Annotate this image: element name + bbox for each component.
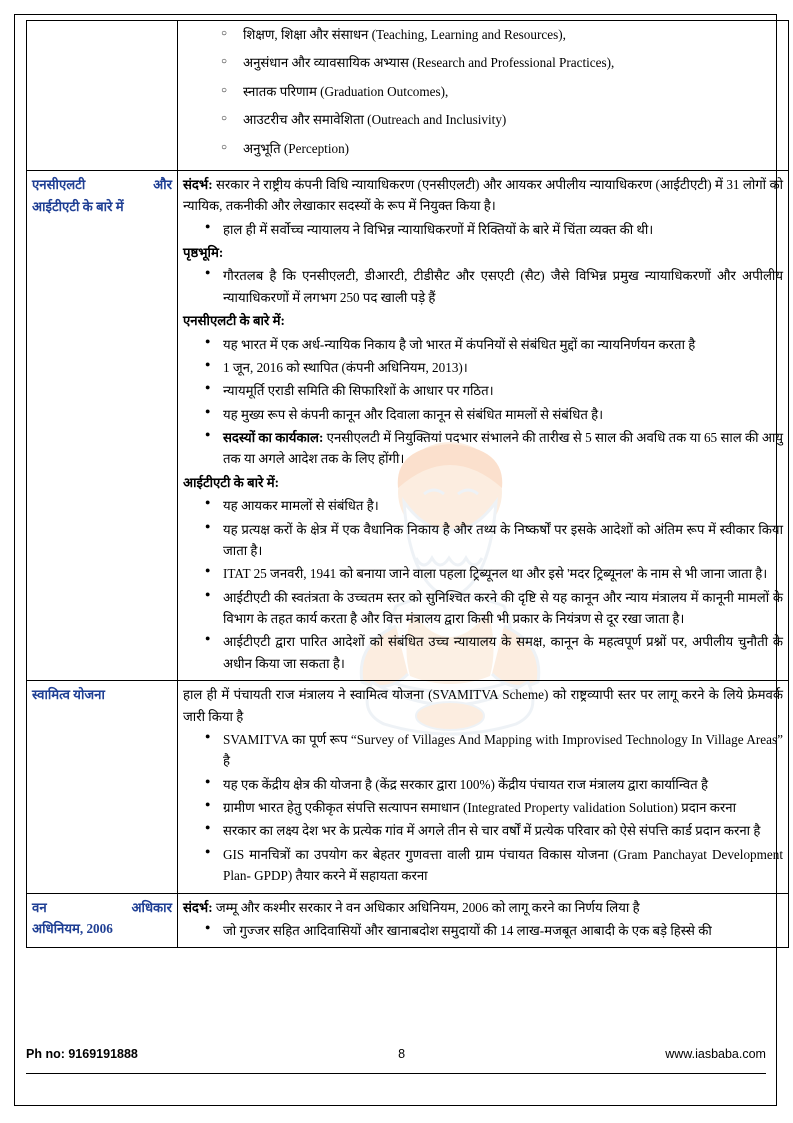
lead-paragraph: हाल ही में पंचायती राज मंत्रालय ने स्वामित्व योजना (SVAMITVA Scheme) को राष्ट्रव्यापी स्तर पर लागू करने के लिये फ्रेमवर्क जारी किया है (183, 687, 783, 724)
nclt-bullet-list (183, 334, 783, 470)
list-item: ● गौरतलब है कि एनसीएलटी, डीआरटी, टीडीसैट और एसएटी (सैट) जैसे विभिन्न प्रमुख न्यायाधिकरणों और अपीलीय न्यायाधिकरणों में लगभग 250 पद खाली पड़े हैं (183, 265, 783, 308)
nclt-heading: एनसीएलटी के बारे में: (183, 313, 285, 329)
list-item: ● आईटीएटी की स्वतंत्रता के उच्चतम स्तर को सुनिश्चित करने की दृष्टि से यह कानून और न्याय मंत्रालय में कानूनी मामलों के विभाग के तहत कार्य करता है और वित्त मंत्रालय द्वारा किसी भी प्रकार के नियंत्रण से दूर रखा जाता है। (183, 587, 783, 630)
row-label-line1: वन अधिकार (32, 899, 172, 915)
tenure-label: सदस्यों का कार्यकाल: (223, 430, 324, 445)
row-label-text: स्वामित्व योजना (32, 687, 105, 703)
page-footer (26, 1047, 766, 1061)
tenure-text: एनसीएलटी में नियुक्तियां पदभार संभालने की तारीख से 5 साल की अवधि तक या 65 साल की आयु तक या अगले आदेश तक के लिए होंगी। (223, 430, 783, 467)
list-item: ● ग्रामीण भारत हेतु एकीकृत संपत्ति सत्यापन समाधान (Integrated Property validation Solution) प्रदान करना (183, 797, 783, 818)
row-body-cell-nclt-itat (178, 170, 789, 680)
list-item: ● यह मुख्य रूप से कंपनी कानून और दिवाला कानून से संबंधित मामलों से संबंधित है। (183, 404, 783, 425)
context-label: संदर्भ: (183, 899, 213, 915)
svamitva-bullet-list (183, 729, 783, 887)
footer-divider (26, 1073, 766, 1074)
row-label-line1: एनसीएलटी और (32, 176, 172, 192)
context-paragraph (183, 174, 783, 217)
list-item: ● यह भारत में एक अर्ध-न्यायिक निकाय है जो भारत में कंपनियों से संबंधित मुद्दों का न्यायनिर्णयन करता है (183, 334, 783, 355)
list-item: ○ शिक्षण, शिक्षा और संसाधन (Teaching, Learning and Resources), (183, 24, 783, 45)
background-bullet-list (183, 265, 783, 308)
list-item: ● GIS मानचित्रों का उपयोग कर बेहतर गुणवत्ता वाली ग्राम पंचायत विकास योजना (Gram Panchayat Development Plan- GPDP) तैयार करने में सहायता करना (183, 844, 783, 887)
context-bullet-list (183, 219, 783, 240)
row-label-cell-nclt-itat (27, 170, 178, 680)
context-label: संदर्भ: (183, 176, 213, 192)
footer-website: www.iasbaba.com (665, 1047, 766, 1061)
row-body-cell-svamitva (178, 681, 789, 893)
itat-heading: आईटीएटी के बारे में: (183, 474, 280, 490)
list-item: ● SVAMITVA का पूर्ण रूप “Survey of Villages And Mapping with Improvised Technology In Village Areas” है (183, 729, 783, 772)
list-item: ● सरकार का लक्ष्य देश भर के प्रत्येक गांव में अगले तीन से चार वर्षों में प्रत्येक परिवार को ऐसे संपत्ति कार्ड प्रदान करना है (183, 820, 783, 841)
list-item: ● यह प्रत्यक्ष करों के क्षेत्र में एक वैधानिक निकाय है और तथ्य के निष्कर्षों पर इसके आदेशों को अंतिम रूप में स्वीकार किया जाता है। (183, 519, 783, 562)
list-item: ● 1 जून, 2016 को स्थापित (कंपनी अधिनियम, 2013)। (183, 357, 783, 378)
footer-phone: Ph no: 9169191888 (26, 1047, 138, 1061)
table-row (27, 681, 789, 893)
itat-bullet-list (183, 495, 783, 674)
list-item: ○ स्नातक परिणाम (Graduation Outcomes), (183, 81, 783, 102)
fra-bullet-list (183, 920, 783, 941)
row-body-cell-fra (178, 893, 789, 948)
list-item: ● हाल ही में सर्वोच्च न्यायालय ने विभिन्न न्यायाधिकरणों में रिक्तियों के बारे में चिंता व्यक्त की थी। (183, 219, 783, 240)
row-label-line2: अधिनियम, 2006 (32, 921, 113, 937)
list-item: ● ITAT 25 जनवरी, 1941 को बनाया जाने वाला पहला ट्रिब्यूनल था और इसे 'मदर ट्रिब्यूनल' के नाम से भी जाना जाता है। (183, 563, 783, 584)
background-heading: पृष्ठभूमि: (183, 245, 224, 260)
table-row (27, 21, 789, 171)
table-row (27, 170, 789, 680)
current-affairs-table (26, 20, 789, 948)
row-label-cell-empty (27, 21, 178, 171)
footer-page-number: 8 (398, 1047, 406, 1061)
row-label-line2: आईटीएटी के बारे में (32, 198, 124, 214)
context-text: सरकार ने राष्ट्रीय कंपनी विधि न्यायाधिकरण (एनसीएलटी) और आयकर अपीलीय न्यायाधिकरण (आईटीएटी) में 31 लोगों को न्यायिक, तकनीकी और लेखाकार सदस्यों के रूप में नियुक्त किया है। (183, 176, 783, 214)
row-label-cell-fra (27, 893, 178, 948)
list-item: ● जो गुज्जर सहित आदिवासियों और खानाबदोश समुदायों की 14 लाख-मजबूत आबादी के एक बड़े हिस्से की (183, 920, 783, 941)
list-item: ○ आउटरीच और समावेशिता (Outreach and Inclusivity) (183, 109, 783, 130)
sub-bullet-list (183, 24, 783, 159)
list-item: ● यह एक केंद्रीय क्षेत्र की योजना है (केंद्र सरकार द्वारा 100%) केंद्रीय पंचायत राज मंत्रालय द्वारा कार्यान्वित है (183, 774, 783, 795)
row-label-cell-svamitva (27, 681, 178, 893)
table-row (27, 893, 789, 948)
list-item: ○ अनुसंधान और व्यावसायिक अभ्यास (Research and Professional Practices), (183, 52, 783, 73)
context-paragraph (183, 897, 783, 918)
list-item: ● यह आयकर मामलों से संबंधित है। (183, 495, 783, 516)
context-text: जम्मू और कश्मीर सरकार ने वन अधिकार अधिनियम, 2006 को लागू करने का निर्णय लिया है (212, 899, 640, 915)
page-content (26, 20, 783, 1100)
list-item-tenure (183, 427, 783, 470)
list-item: ● न्यायमूर्ति एराडी समिति की सिफारिशों के आधार पर गठित। (183, 380, 783, 401)
list-item: ● आईटीएटी द्वारा पारित आदेशों को संबंधित उच्च न्यायालय के समक्ष, कानून के महत्वपूर्ण प्रश्नों पर, अपीलीय चुनौती के अधीन किया जा सकता है। (183, 631, 783, 674)
list-item: ○ अनुभूति (Perception) (183, 138, 783, 159)
row-body-cell (178, 21, 789, 171)
